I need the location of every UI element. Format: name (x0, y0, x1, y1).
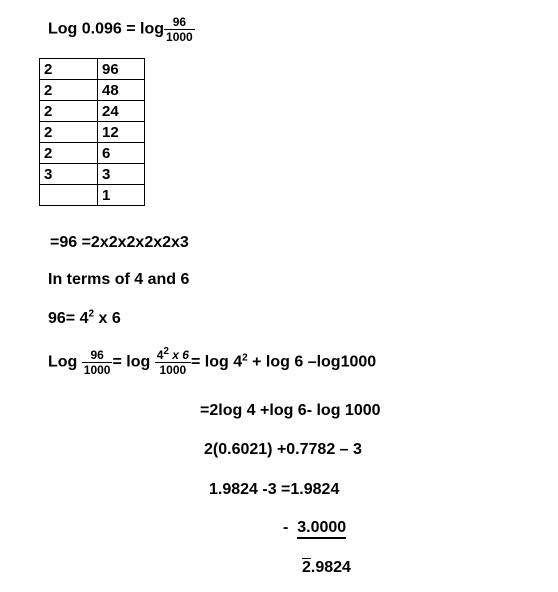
ninety-six-exponent: 2 (88, 308, 95, 320)
table-row (40, 185, 145, 206)
divisor-cell: 2 (40, 80, 98, 101)
eq-fraction-2 (155, 348, 191, 377)
table-row (40, 143, 145, 164)
step-3: 1.9824 -3 =1.9824 (209, 481, 340, 498)
quotient-cell: 48 (98, 80, 145, 101)
quotient-cell: 6 (98, 143, 145, 164)
eq-rhs-base: = log 4 (190, 353, 243, 371)
result-bar-digit: 2 (302, 559, 311, 576)
eq-fraction-1 (82, 348, 113, 377)
divisor-cell: 2 (40, 143, 98, 164)
title-prefix: Log 0.096 = log (48, 20, 165, 38)
eq-fraction-1-den: 1000 (83, 363, 111, 377)
quotient-cell: 96 (98, 59, 145, 80)
table-row (40, 122, 145, 143)
step-4-value: 3.0000 (297, 519, 346, 539)
eq-rhs-exponent: 2 (242, 352, 248, 364)
quotient-cell: 12 (98, 122, 145, 143)
eq-log: Log (48, 353, 78, 371)
result-line (302, 559, 351, 577)
ninety-six-rest: x 6 (94, 310, 121, 327)
product-line: =96 =2x2x2x2x2x3 (50, 234, 189, 251)
step-4-minus: - (283, 519, 289, 536)
step-2: 2(0.6021) +0.7782 – 3 (204, 441, 362, 458)
main-equation (48, 348, 376, 377)
quotient-cell: 1 (98, 185, 145, 206)
title-denominator: 1000 (166, 30, 193, 44)
title-fraction (164, 15, 195, 44)
divisor-cell: 3 (40, 164, 98, 185)
eq-frac2-num-exp: 2 (163, 346, 169, 357)
eq-rhs-rest: + log 6 –log1000 (247, 353, 377, 371)
step-4 (283, 519, 346, 537)
ninety-six-base: 96= 4 (48, 310, 89, 327)
terms-line: In terms of 4 and 6 (48, 271, 190, 288)
table-row (40, 164, 145, 185)
divisor-cell (40, 185, 98, 206)
table-row (40, 80, 145, 101)
factor-table (39, 58, 145, 206)
title-line (48, 15, 195, 44)
quotient-cell: 24 (98, 101, 145, 122)
eq-frac2-num-base: 4 (156, 348, 164, 362)
table-row (40, 59, 145, 80)
divisor-cell: 2 (40, 59, 98, 80)
ninety-six-line (48, 310, 121, 328)
table-row (40, 101, 145, 122)
quotient-cell: 3 (98, 164, 145, 185)
divisor-cell: 2 (40, 101, 98, 122)
title-numerator: 96 (172, 15, 187, 29)
eq-mid: = log (112, 353, 151, 371)
eq-frac2-num-rest: x 6 (168, 348, 189, 362)
result-rest: .9824 (310, 559, 351, 576)
step-1: =2log 4 +log 6- log 1000 (200, 402, 381, 419)
eq-fraction-2-num (155, 348, 191, 362)
eq-fraction-2-den: 1000 (155, 362, 191, 377)
divisor-cell: 2 (40, 122, 98, 143)
eq-fraction-1-num: 96 (90, 348, 104, 362)
factor-table-body (40, 59, 145, 206)
